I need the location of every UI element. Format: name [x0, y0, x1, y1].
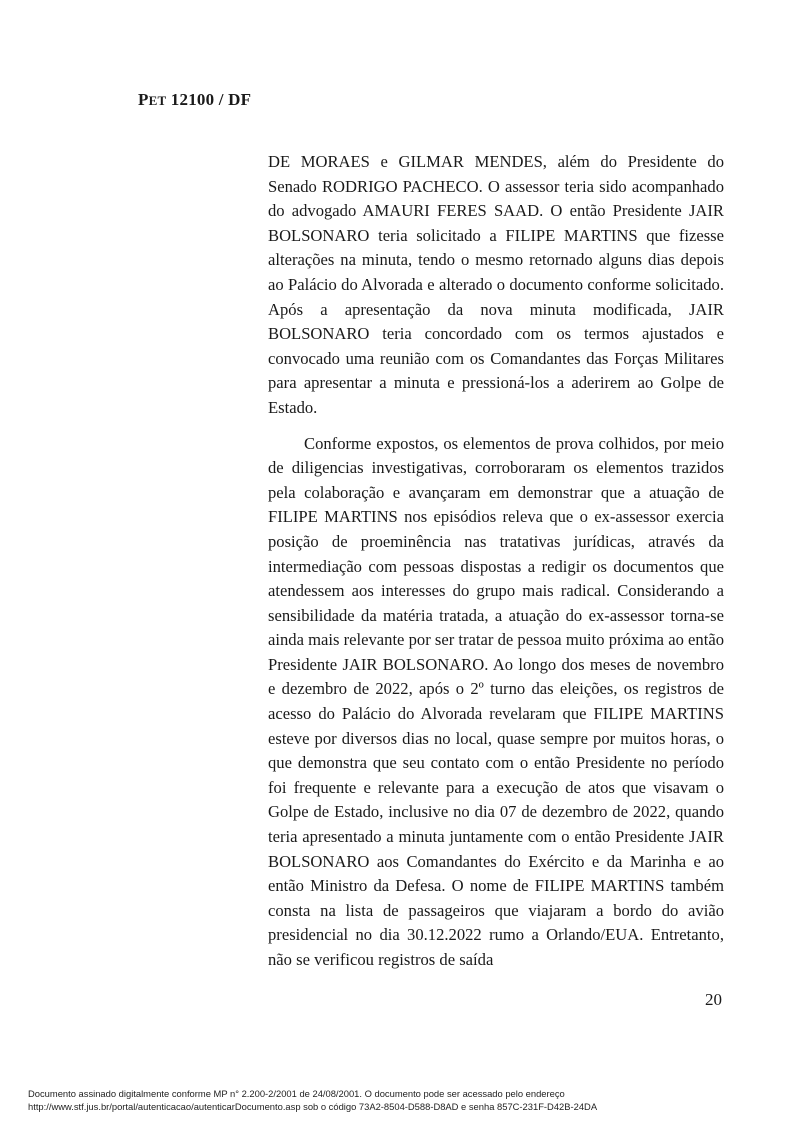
footer-line-2: http://www.stf.jus.br/portal/autenticacao/autenticarDocumento.asp sob o código 73A2-8504-D588-D8AD e senha 857C-231F-D42B-24DA	[28, 1100, 598, 1112]
header-case-number: 12100 / DF	[170, 90, 252, 109]
header-pet-rest: ET	[148, 93, 167, 108]
signature-footer	[28, 1088, 597, 1113]
paragraph-continuation: DE MORAES e GILMAR MENDES, além do Presidente do Senado RODRIGO PACHECO. O assessor teria sido acompanhado do advogado AMAURI FERES SAAD. O então Presidente JAIR BOLSONARO teria solicitado a FILIPE MARTINS que fizesse alterações na minuta, tendo o mesmo retornado alguns dias depois ao Palácio do Alvorada e alterado o documento conforme solicitado. Após a apresentação da nova minuta modificada, JAIR BOLSONARO teria concordado com os termos ajustados e convocado uma reunião com os Comandantes das Forças Militares para apresentar a minuta e pressioná-los a aderirem ao Golpe de Estado.	[268, 152, 724, 417]
header-pet-initial: P	[138, 90, 149, 109]
page-number: 20	[705, 990, 722, 1009]
document-body	[268, 150, 724, 973]
page-header	[138, 90, 251, 110]
paragraph-evidence: Conforme expostos, os elementos de prova colhidos, por meio de diligencias investigativas, corroboraram os elementos trazidos pela colaboração e avançaram em demonstrar que a atuação de FILIPE MARTINS nos episódios releva que o ex-assessor exercia posição de proeminência nas tratativas jurídicas, através da intermediação com pessoas dispostas a redigir os documentos que atendessem aos interesses do grupo mais radical. Considerando a sensibilidade da matéria tratada, a atuação do ex-assessor torna-se ainda mais relevante por ser tratar de pessoa muito próxima ao então Presidente JAIR BOLSONARO. Ao longo dos meses de novembro e dezembro de 2022, após o 2º turno das eleições, os registros de acesso do Palácio do Alvorada revelaram que FILIPE MARTINS esteve por diversos dias no local, quase sempre por muitos horas, o que demonstra que seu contato com o então Presidente no período foi frequente e relevante para a execução de atos que visavam o Golpe de Estado, inclusive no dia 07 de dezembro de 2022, quando teria apresentado a minuta juntamente com o então Presidente JAIR BOLSONARO aos Comandantes do Exército e da Marinha e ao então Ministro da Defesa. O nome de FILIPE MARTINS também consta na lista de passageiros que viajaram a bordo do avião presidencial no dia 30.12.2022 rumo a Orlando/EUA. Entretanto, não se verificou registros de saída	[268, 433, 724, 969]
footer-line-1: Documento assinado digitalmente conforme MP n° 2.200-2/2001 de 24/08/2001. O documento pode ser acessado pelo endereço	[28, 1088, 565, 1099]
